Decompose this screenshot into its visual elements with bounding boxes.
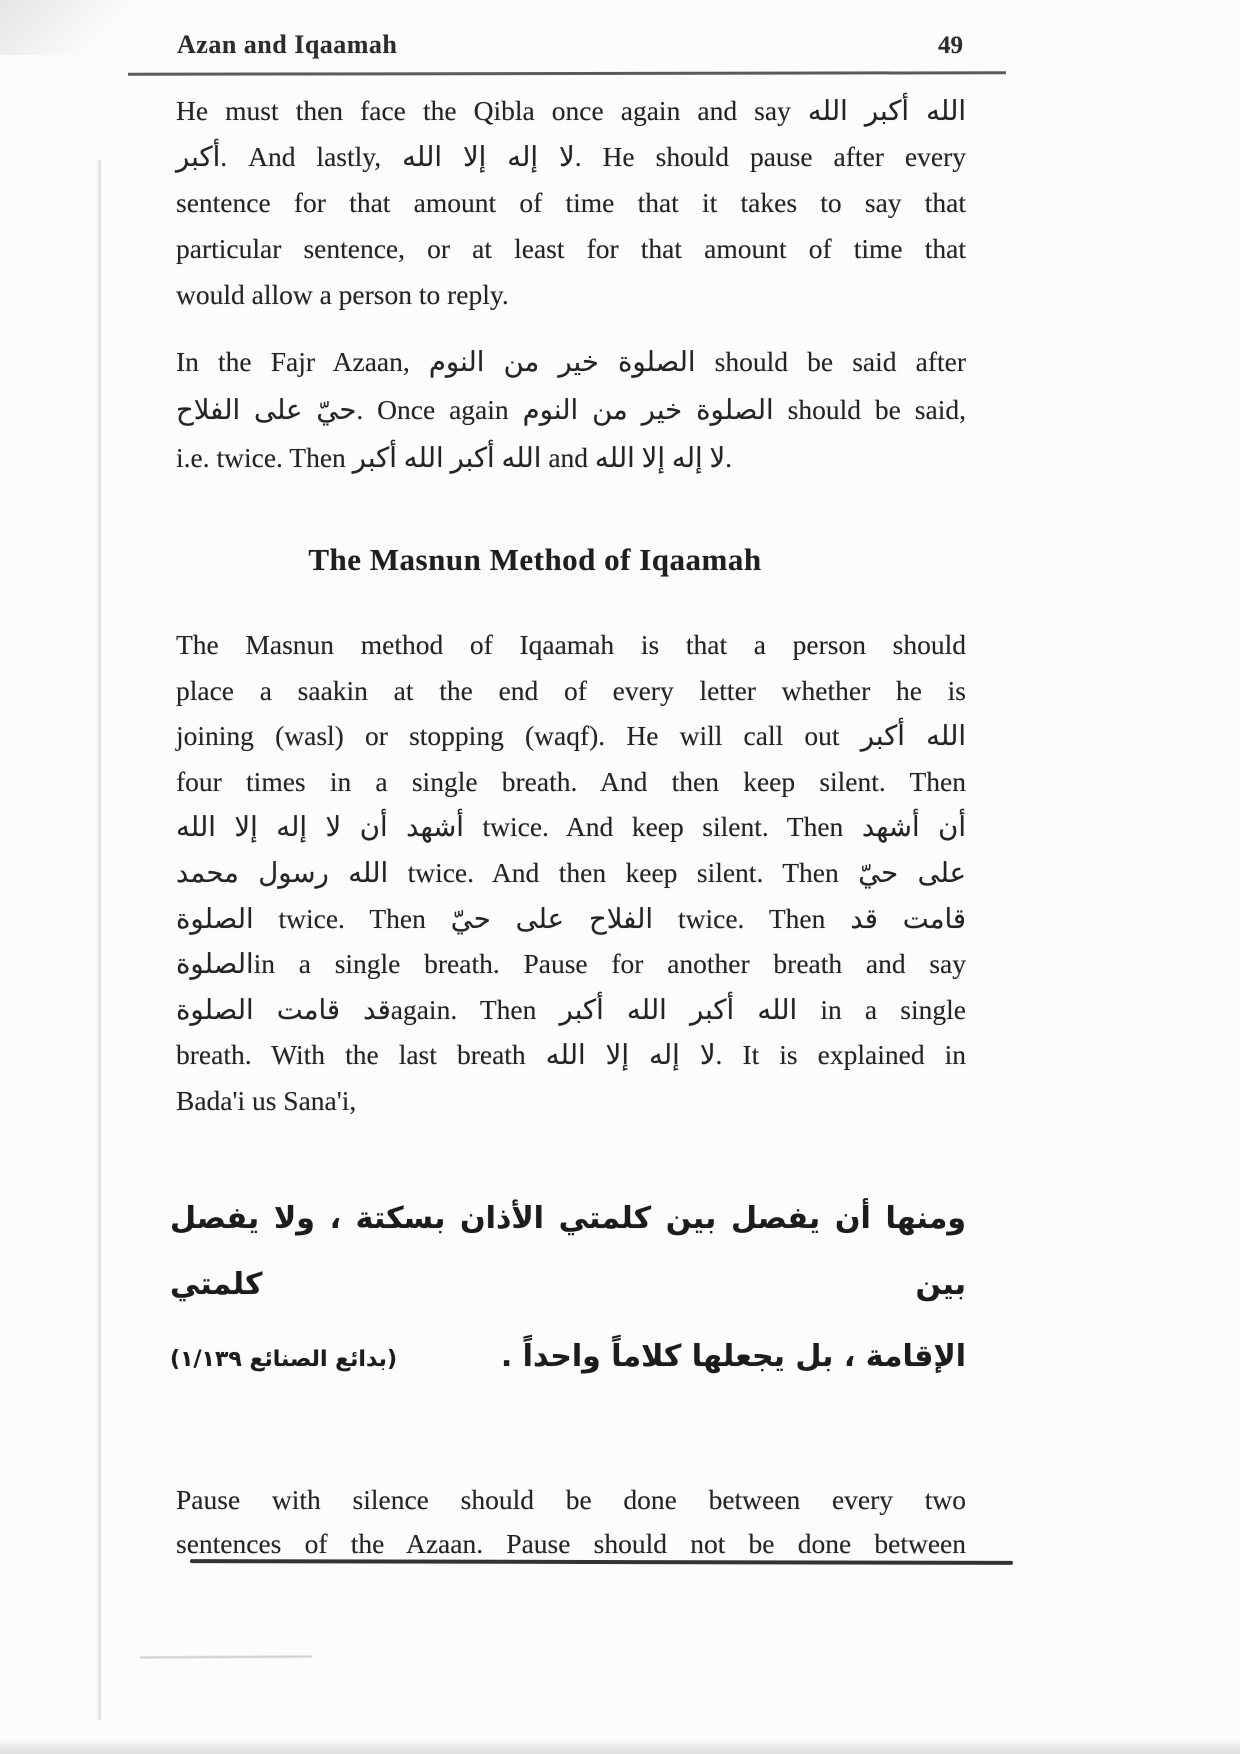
text-line: The Masnun method of Iqaamah is that a person should: [176, 629, 966, 660]
text-line: أشهد أن لا إله إلا الله twice. And keep silent. Then أشهد‎ أن: [176, 811, 966, 843]
text-line: would allow a person to reply.: [176, 279, 509, 310]
running-header-title: Azan and Iqaamah: [177, 30, 398, 59]
paragraph-qibla: [176, 88, 966, 318]
source-citation: (بدائع الصنائع ١/١٣٩): [170, 1347, 397, 1372]
arabic-quote-text: الإقامة ، بل يجعلها كلاماً واحداً .: [500, 1339, 966, 1374]
arabic-quote-line: [170, 1324, 966, 1393]
paragraph-pause-rule: [176, 1478, 966, 1566]
arabic-quotation-block: [170, 1186, 966, 1393]
arabic-quote-line: ومنها أن يفصل بين كلمتي الأذان بسكتة ، ولا يفصل بين كلمتي: [170, 1201, 966, 1302]
scan-edge-artifact: [98, 160, 101, 1720]
text-line: He must then face the Qibla once again and say الله أكبر الله: [176, 95, 966, 126]
section-heading: The Masnun Method of Iqaamah: [308, 542, 762, 577]
text-line: place a saakin at the end of every letter whether he is: [176, 674, 966, 706]
text-line: particular sentence, or at least for that amount of time that: [176, 233, 966, 264]
text-line: محمد‎ رسول‎ الله twice. And then keep silent. Then حيّ‎ على: [176, 856, 967, 888]
text-line: Pause with silence should be done between every two: [176, 1484, 966, 1515]
text-line: i.e. twice. Then الله أكبر الله أكبر and لا إله إلا الله.: [176, 442, 733, 473]
paragraph-fajr-azaan: [176, 338, 966, 482]
scan-line-artifact: [140, 1656, 312, 1659]
text-line: breath. With the last breath لا إله إلا الله. It is explained in: [176, 1039, 967, 1071]
text-line: حيّ على الفلاح. Once again الصلوة خير من النوم should be said,: [176, 394, 966, 425]
paragraph-masnun-method: [176, 622, 966, 1124]
text-line: قد قامت الصلوةagain. Then الله أكبر الله أكبر in a single: [176, 993, 966, 1025]
text-line: sentences of the Azaan. Pause should not be done between: [176, 1528, 966, 1559]
scan-bottom-shadow: [0, 1738, 1240, 1754]
text-line: sentence for that amount of time that it takes to say that: [176, 187, 966, 218]
text-line: Bada'i us Sana'i,: [176, 1084, 357, 1116]
text-line: joining (wasl) or stopping (waqf). He will call out الله أكبر: [176, 720, 966, 752]
text-line: الصلوةin a single breath. Pause for another breath and say: [176, 948, 966, 980]
text-line: In the Fajr Azaan, الصلوة خير من النوم should be said after: [176, 346, 967, 377]
header-rule: [128, 71, 1006, 76]
scan-corner-artifact: [0, 0, 150, 55]
text-line: أكبر. And lastly, لا إله إلا الله. He should pause after every: [176, 141, 966, 172]
text-line: الصلوة twice. Then حيّ‎ على‎ الفلاح twice. Then قد‎ قامت: [176, 902, 967, 934]
page-number: 49: [938, 32, 963, 59]
text-line: four times in a single breath. And then keep silent. Then: [176, 765, 966, 797]
